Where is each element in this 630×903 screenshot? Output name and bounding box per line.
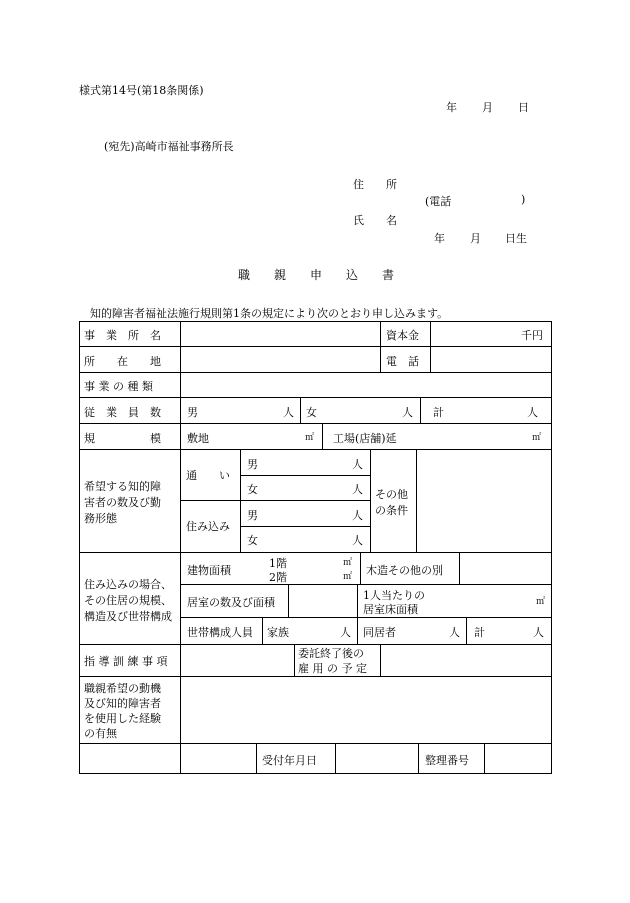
date-year: 年 — [446, 101, 457, 114]
employees-male-label: 男 — [187, 406, 198, 419]
intro-text: 知的障害者福祉法施行規則第1条の規定により次のとおり申し込みます。 — [90, 307, 449, 320]
per-person-unit: ㎡ — [536, 597, 546, 607]
live-in-female-unit: 人 — [352, 534, 363, 547]
training-label: 指 導 訓 練 事 項 — [84, 655, 168, 668]
rooms-label: 居室の数及び面積 — [187, 596, 275, 609]
motive-label-3: を使用した経験 — [84, 712, 161, 725]
commute-label: 通 い — [186, 469, 230, 482]
addressee: (宛先)高崎市福祉事務所長 — [104, 140, 234, 153]
commute-male-unit: 人 — [352, 458, 363, 471]
housing-label-3: 構造及び世帯構成 — [84, 610, 172, 623]
live-in-label: 住み込み — [186, 520, 230, 533]
desired-label-1: 希望する知的障 — [84, 480, 161, 493]
site-unit: ㎡ — [305, 433, 315, 443]
reference-number-label: 整理番号 — [425, 754, 469, 767]
household-label: 世帯構成人員 — [187, 626, 253, 639]
employees-total-unit: 人 — [527, 406, 538, 419]
motive-label-2: 及び知的障害者 — [84, 697, 161, 710]
motive-label-4: の有無 — [84, 727, 117, 740]
site-label: 敷地 — [187, 432, 209, 445]
per-person-label-1: 1人当たりの — [363, 589, 425, 602]
employees-female-label: 女 — [306, 406, 317, 419]
other-conditions-label-1: その他 — [375, 488, 408, 501]
received-date-label: 受付年月日 — [262, 754, 317, 767]
housing-label-2: その住居の規模、 — [84, 594, 172, 607]
date-month: 月 — [482, 101, 493, 114]
floor1-label: 1階 — [269, 557, 287, 570]
floor2-label: 2階 — [269, 571, 287, 584]
floor2-unit: ㎡ — [343, 572, 353, 582]
phone-label: (電話 — [425, 195, 452, 208]
employees-total-label: 計 — [433, 406, 444, 419]
household-total-label: 計 — [474, 626, 485, 639]
commute-female-unit: 人 — [352, 483, 363, 496]
employees-male-unit: 人 — [283, 406, 294, 419]
phone-close: ) — [521, 193, 526, 206]
birth-year: 年 — [434, 232, 445, 245]
factory-label: 工場(店舗)延 — [333, 432, 397, 445]
wooden-label: 木造その他の別 — [366, 564, 443, 577]
other-conditions-label-2: の条件 — [375, 504, 408, 517]
capital-label: 資本金 — [386, 329, 419, 342]
live-in-male-unit: 人 — [352, 509, 363, 522]
desired-label-2: 害者の数及び勤 — [84, 496, 161, 509]
business-type-label: 事 業 の 種 類 — [84, 380, 153, 393]
family-label: 家族 — [267, 626, 289, 639]
capital-unit: 千円 — [521, 329, 543, 342]
cohabitant-label: 同居者 — [363, 626, 396, 639]
commute-female-label: 女 — [247, 483, 258, 496]
address-label: 住 所 — [353, 178, 397, 191]
floor1-unit: ㎡ — [343, 558, 353, 568]
factory-unit: ㎡ — [532, 433, 542, 443]
motive-label-1: 職親希望の動機 — [84, 682, 161, 695]
desired-label-3: 務形態 — [84, 512, 117, 525]
employees-female-unit: 人 — [402, 406, 413, 419]
scale-label: 規 模 — [84, 432, 161, 445]
live-in-male-label: 男 — [247, 509, 258, 522]
date-day: 日 — [518, 101, 529, 114]
commute-male-label: 男 — [247, 458, 258, 471]
birth-month: 月 — [470, 232, 481, 245]
housing-label-1: 住み込みの場合、 — [84, 578, 172, 591]
name-label: 氏 名 — [353, 214, 397, 227]
family-unit: 人 — [340, 626, 351, 639]
building-area-label: 建物面積 — [187, 564, 231, 577]
form-number: 様式第14号(第18条関係) — [79, 84, 204, 97]
business-name-label: 事 業 所 名 — [84, 329, 161, 342]
location-label: 所 在 地 — [84, 355, 161, 368]
page-title: 職 親 申 込 書 — [238, 268, 395, 282]
after-label-2: 雇 用 の 予 定 — [298, 662, 367, 675]
household-total-unit: 人 — [533, 626, 544, 639]
per-person-label-2: 居室床面積 — [363, 603, 418, 616]
live-in-female-label: 女 — [247, 534, 258, 547]
birth-day: 日生 — [505, 232, 527, 245]
employees-label: 従 業 員 数 — [84, 406, 161, 419]
after-label-1: 委託終了後の — [298, 647, 364, 660]
cohabitant-unit: 人 — [449, 626, 460, 639]
phone-cell-label: 電 話 — [386, 355, 419, 368]
